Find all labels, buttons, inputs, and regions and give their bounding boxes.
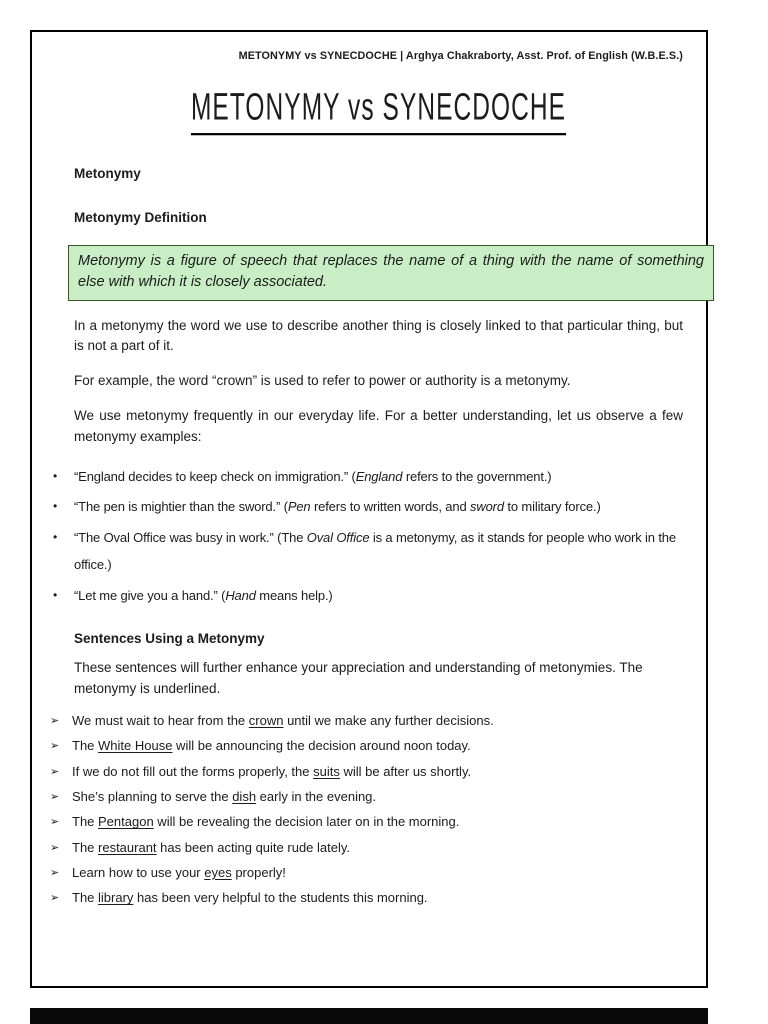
arrow-bullet-icon: ➢ bbox=[50, 714, 60, 727]
sentence-item bbox=[50, 711, 683, 731]
example-list bbox=[53, 463, 683, 609]
metonymy-heading: Metonymy bbox=[74, 166, 141, 181]
sentence-item bbox=[50, 762, 683, 782]
sentences-heading: Sentences Using a Metonymy bbox=[74, 631, 265, 647]
definition-heading: Metonymy Definition bbox=[74, 210, 207, 226]
sentence-item bbox=[50, 838, 683, 858]
page-title: METONYMY vs SYNECDOCHE bbox=[191, 86, 566, 135]
paragraph-crown-example: For example, the word “crown” is used to refer to power or authority is a metonymy. bbox=[74, 373, 571, 389]
example-item bbox=[53, 493, 683, 521]
sentence-item bbox=[50, 863, 683, 883]
example-item bbox=[53, 463, 683, 491]
page-header: METONYMY vs SYNECDOCHE | Arghya Chakraborty, Asst. Prof. of English (W.B.E.S.) bbox=[238, 50, 683, 62]
example-item bbox=[53, 582, 683, 610]
arrow-bullet-icon: ➢ bbox=[50, 841, 60, 854]
sentences-intro: These sentences will further enhance your appreciation and understanding of metonymies. The metonymy is underlined. bbox=[74, 660, 643, 696]
arrow-bullet-icon: ➢ bbox=[50, 892, 60, 905]
page-content bbox=[50, 164, 704, 909]
arrow-bullet-icon: ➢ bbox=[50, 765, 60, 778]
sentence-text: She’s planning to serve the dish early in the evening. bbox=[72, 788, 377, 804]
example-text: “The Oval Office was busy in work.” (The Oval Office is a metonymy, as it stands for people who work in the office.) bbox=[74, 529, 676, 573]
paragraph-linked-thing: In a metonymy the word we use to describe another thing is closely linked to that particular thing, but is not a part of it. bbox=[74, 317, 683, 353]
sentence-list bbox=[50, 711, 683, 909]
sentence-text: Learn how to use your eyes properly! bbox=[72, 864, 286, 880]
definition-box: Metonymy is a figure of speech that replaces the name of a thing with the name of something else with which it is closely associated. bbox=[68, 245, 714, 301]
paragraph-everyday-life: We use metonymy frequently in our everyday life. For a better understanding, let us observe a few metonymy examples: bbox=[74, 408, 683, 444]
example-text: “England decides to keep check on immigration.” (England refers to the government.) bbox=[74, 468, 552, 484]
bullet-icon: • bbox=[53, 468, 58, 483]
arrow-bullet-icon: ➢ bbox=[50, 790, 60, 803]
sentence-text: If we do not fill out the forms properly, the suits will be after us shortly. bbox=[72, 763, 472, 779]
sentence-text: The library has been very helpful to the students this morning. bbox=[72, 890, 428, 906]
bullet-icon: • bbox=[53, 499, 58, 514]
bullet-icon: • bbox=[53, 529, 58, 544]
arrow-bullet-icon: ➢ bbox=[50, 740, 60, 753]
sentence-item bbox=[50, 812, 683, 832]
sentence-text: The White House will be announcing the decision around noon today. bbox=[72, 738, 471, 754]
sentence-item bbox=[50, 787, 683, 807]
sentence-item bbox=[50, 736, 683, 756]
arrow-bullet-icon: ➢ bbox=[50, 866, 60, 879]
example-text: “Let me give you a hand.” (Hand means help.) bbox=[74, 587, 333, 603]
sentence-item bbox=[50, 888, 683, 908]
sentence-text: We must wait to hear from the crown until we make any further decisions. bbox=[72, 712, 494, 728]
sentence-text: The Pentagon will be revealing the decision later on in the morning. bbox=[72, 814, 460, 830]
bullet-icon: • bbox=[53, 587, 58, 602]
example-text: “The pen is mightier than the sword.” (Pen refers to written words, and sword to military force.) bbox=[74, 499, 601, 515]
sentence-text: The restaurant has been acting quite rude lately. bbox=[72, 839, 351, 855]
page-frame bbox=[30, 30, 708, 988]
title-container bbox=[74, 86, 683, 134]
arrow-bullet-icon: ➢ bbox=[50, 816, 60, 829]
next-page-edge bbox=[30, 1008, 708, 1024]
example-item bbox=[53, 524, 683, 579]
